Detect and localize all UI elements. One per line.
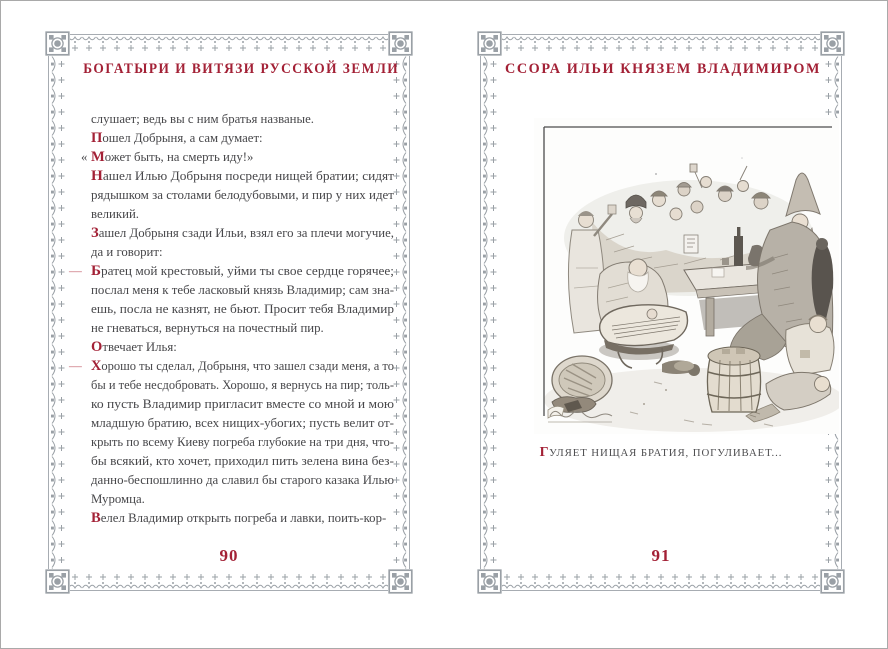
corner-ornament [820,31,845,56]
text-line: ко пусть Владимир пригласит вместе со мной и мою [91,397,395,411]
text-line: крыть по всему Киеву погреба глубокие на три дня, что- [91,435,394,449]
paragraph [91,110,394,129]
page-number-left: 90 [219,546,239,565]
red-initial: Н [91,168,103,184]
hanging-punctuation: — [69,359,82,373]
text-line: великий. [91,207,139,221]
text-line: Зашел Добрыня сзади Ильи, взял его за плечи могучие, [91,225,394,241]
paragraph [91,167,394,224]
hanging-punctuation: — [69,264,82,278]
text-line: — Хорошо ты сделал, Добрыня, что зашел сзади меня, а то [69,358,395,374]
corner-ornament [477,569,502,594]
corner-ornament [820,569,845,594]
red-initial: О [91,339,103,355]
border-ornament-bottom [70,571,388,591]
red-initial: З [91,225,99,241]
chapter-title-text: ССОРА ИЛЬИ КНЯЗЕМ ВЛАДИМИРОМ [504,61,821,77]
hanging-punctuation: « [81,150,88,164]
paragraph [91,338,394,357]
text-line: Велел Владимир открыть погреба и лавки, поить-кор- [91,510,387,526]
chapter-running-title-text: БОГАТЫРИ И ВИТЯЗИ РУССКОЙ ЗЕМЛИ [83,61,400,77]
text-line: Отвечает Илья: [91,339,177,355]
corner-ornament [477,31,502,56]
text-line: — Братец мой крестовый, уйми ты свое сердце горячее; [69,263,395,279]
paragraph [69,357,395,509]
text-line: бы всякий, кто хочет, приходил пить зелена вина без- [91,454,395,468]
corner-ornament [388,569,413,594]
text-line: Пошел Добрыня, а сам думает: [91,130,263,146]
border-ornament-left [480,56,500,569]
red-initial: М [91,149,105,165]
border-ornament-left [48,56,68,569]
caption-text: УЛЯЕТ НИЩАЯ БРАТИЯ, ПОГУЛИВАЕТ... [549,447,783,459]
text-line: слушает; ведь вы с ним братья названые. [91,112,314,126]
illustration-caption [497,445,825,461]
red-initial: П [91,130,103,146]
paragraph [91,509,394,528]
paragraph [69,262,395,338]
left-page-text [69,110,395,528]
text-line: « Может быть, на смерть иду!» [81,149,254,165]
paragraph [91,224,394,262]
text-line: Нашел Илью Добрыня посреди нищей братии; сидят [91,168,395,184]
text-line: рядышком за столами белодубовыми, и пир у них идет [91,188,394,202]
chapter-title [502,61,820,78]
text-line: Муромца. [91,492,145,506]
red-initial: Б [91,263,102,279]
border-ornament-top [70,34,388,54]
text-line: младшую братию, всех нищих-убогих; пусть велит от- [91,416,394,430]
text-line: данно-беспошлинно да славил бы старого казака Илью [91,473,394,487]
corner-ornament [45,569,70,594]
red-initial: В [91,510,101,526]
feast-illustration [534,118,839,434]
text-line: бы и тебе несдобровать. Хорошо, я вернусь на пир; толь- [91,378,394,392]
border-ornament-top [502,34,820,54]
page-number-right: 91 [651,546,671,565]
left-page [45,31,413,594]
paragraph [91,129,394,148]
text-line: ешь, посла не казнят, не бьют. Просит тебя Владимир [91,302,395,316]
corner-ornament [45,31,70,56]
corner-ornament [388,31,413,56]
border-ornament-bottom [502,571,820,591]
text-line: да и говорит: [91,245,163,259]
red-initial: Х [91,358,102,374]
text-line: не гневаться, вернуться на почестный пир. [91,321,324,335]
right-page [477,31,845,594]
chapter-running-title [70,61,400,78]
text-line: послал меня к тебе ласковый князь Владимир; сам зна- [91,283,394,297]
paragraph [81,148,394,167]
caption-initial: Г [539,445,550,460]
